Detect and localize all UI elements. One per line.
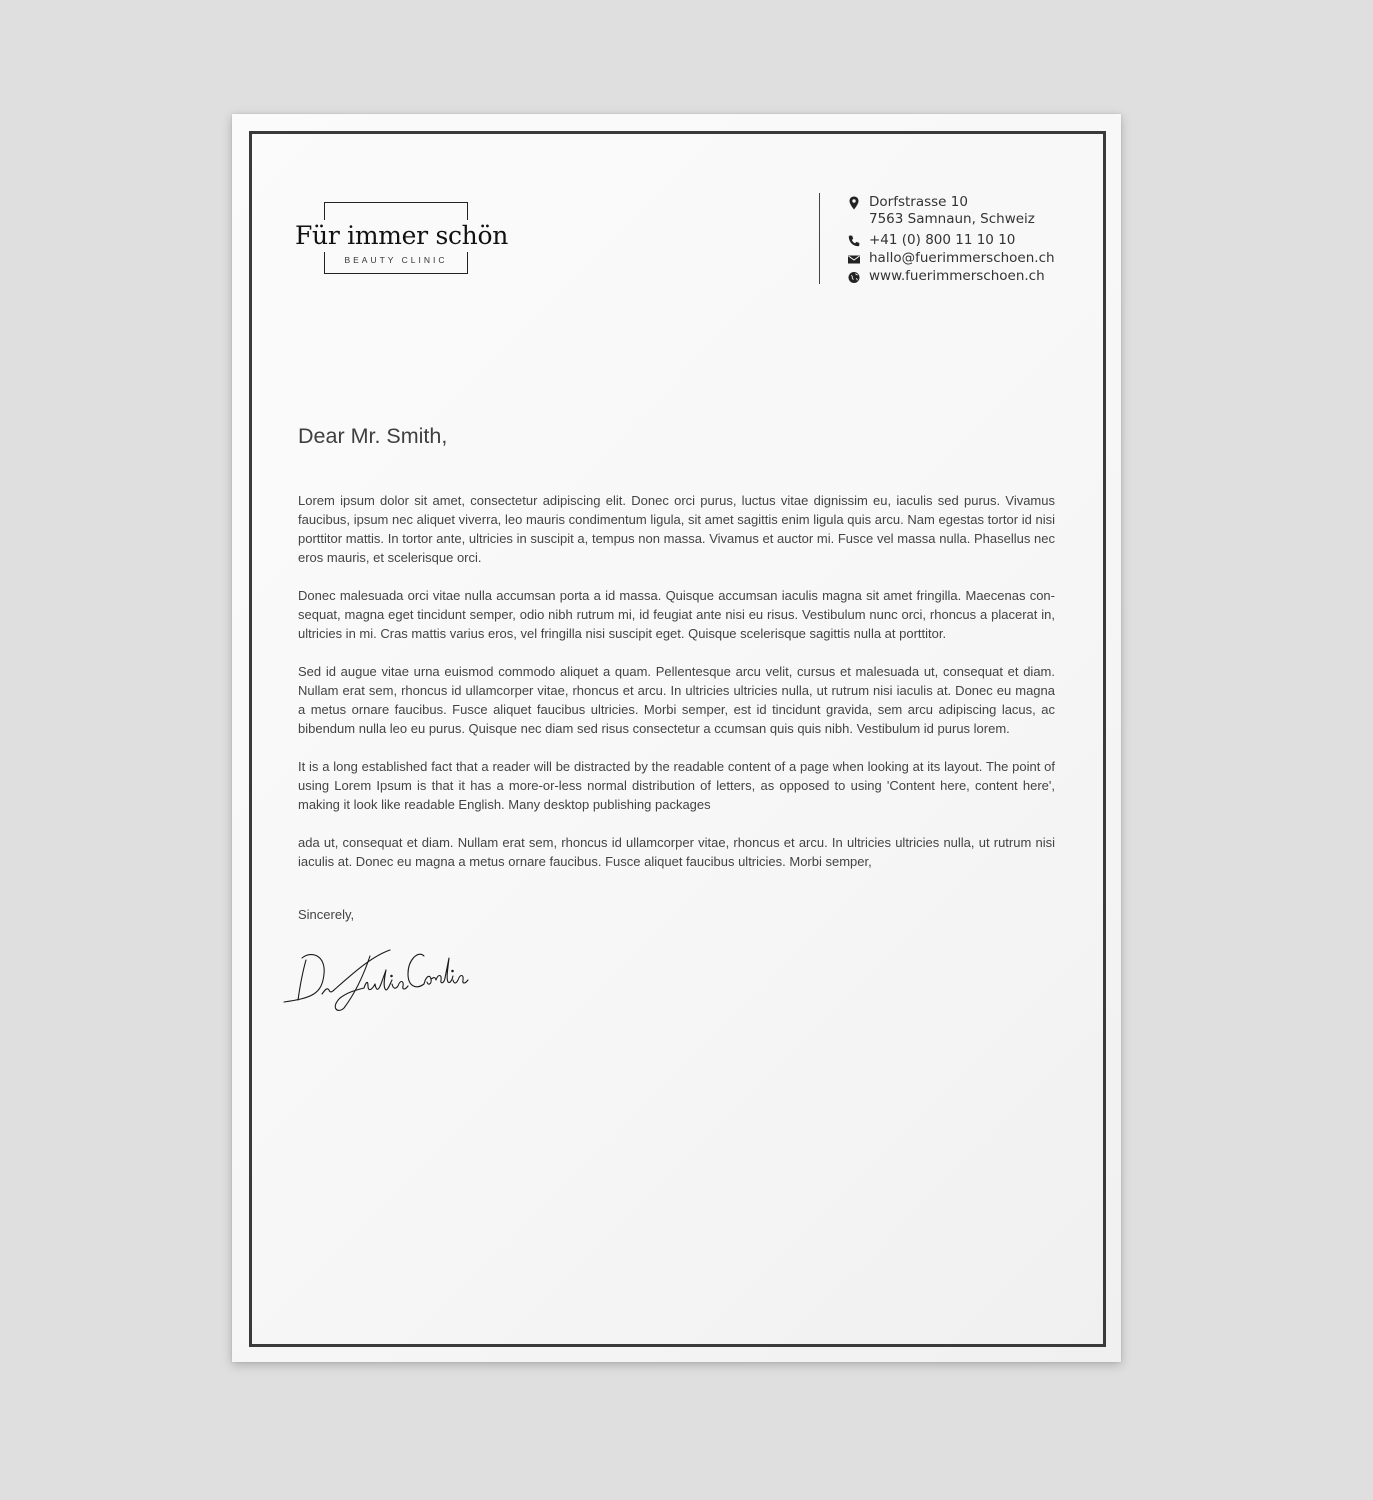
envelope-icon <box>847 252 861 266</box>
address-line-2: 7563 Samnaun, Schweiz <box>869 210 1035 227</box>
globe-icon <box>847 270 861 284</box>
contact-website <box>845 268 1075 286</box>
logo-name: Für immer schön <box>295 221 509 250</box>
contact-address <box>845 194 1075 230</box>
phone-number[interactable]: +41 (0) 800 11 10 10 <box>869 232 1016 248</box>
letterhead-page <box>232 114 1121 1362</box>
contact-email <box>845 250 1075 268</box>
phone-icon <box>847 234 861 248</box>
handwritten-signature <box>282 934 472 1014</box>
contact-phone <box>845 232 1075 250</box>
body-paragraph: It is a long established fact that a reader will be distracted by the readable content of a page when looking at its layout. The point of using Lorem Ipsum is that it has a more-or-less normal distribution of letters, as opposed to using 'Content here, content here', making it look like readable English. Many desktop publishing packages <box>298 759 1055 812</box>
letter-closing: Sincerely, <box>298 907 355 922</box>
letter-greeting: Dear Mr. Smith, <box>298 424 448 448</box>
letter-body <box>298 491 1055 890</box>
body-paragraph: Sed id augue vitae urna euismod commodo aliquet a quam. Pellentesque arcu velit, cursus et malesuada ut, consequat et diam. Nullam erat sem, rhoncus id ullamcorper vitae, rhoncus et arcu. In ultricies ultricies nulla, ut rutrum nisi iaculis at. Donec eu magna a metus ornare faucibus. Fusce aliquet faucibus ultricies. Morbi semper, est id tincidunt gravida, sem arcu adipiscing lacus, ac bibendum nulla leo eu purus. Quisque nec diam sed risus consectetur a ccumsan quis quis nibh. Vestibulum id purus lorem. <box>298 664 1055 736</box>
contact-divider <box>819 193 820 284</box>
email-address[interactable]: hallo@fuerimmerschoen.ch <box>869 250 1055 266</box>
body-paragraph: Donec malesuada orci vitae nulla accumsan porta a id massa. Quisque accumsan iaculis magna sit amet fringilla. Maecenas con-sequat, magna eget tincidunt semper, odio nibh rutrum mi, id feugiat ante nisi eu risus. Vestibulum nunc orci, rhoncus a placerat in, ultricies in mi. Cras mattis varius eros, vel fringilla nisi suscipit eget. Quisque scelerisque sagittis nulla at porttitor. <box>298 588 1055 641</box>
contact-block <box>845 194 1075 286</box>
clinic-logo <box>295 202 509 278</box>
address-line-1: Dorfstrasse 10 <box>869 194 968 210</box>
body-paragraph: Lorem ipsum dolor sit amet, consectetur adipiscing elit. Donec orci purus, luctus vitae dignissim eu, iaculis sed purus. Vivamus faucibus, ipsum nec aliquet viverra, leo mauris condimentum ligula, sit amet sagittis enim ligula quis arcu. Nam egestas tortor id nisi porttitor mattis. In tortor ante, ultricies in suscipit a, tempus non massa. Vivamus et auctor mi. Fusce vel massa nulla. Phasellus nec eros mauris, et scelerisque orci. <box>298 493 1055 565</box>
website-url[interactable]: www.fuerimmerschoen.ch <box>869 268 1045 284</box>
body-paragraph: ada ut, consequat et diam. Nullam erat sem, rhoncus id ullamcorper vitae, rhoncus et arcu. In ultricies ultricies nulla, ut rutrum nisi iaculis at. Donec eu magna a metus ornare faucibus. Fusce aliquet faucibus ultricies. Morbi semper, <box>298 835 1055 869</box>
location-pin-icon <box>847 196 861 210</box>
logo-subtitle: BEAUTY CLINIC <box>344 255 448 265</box>
